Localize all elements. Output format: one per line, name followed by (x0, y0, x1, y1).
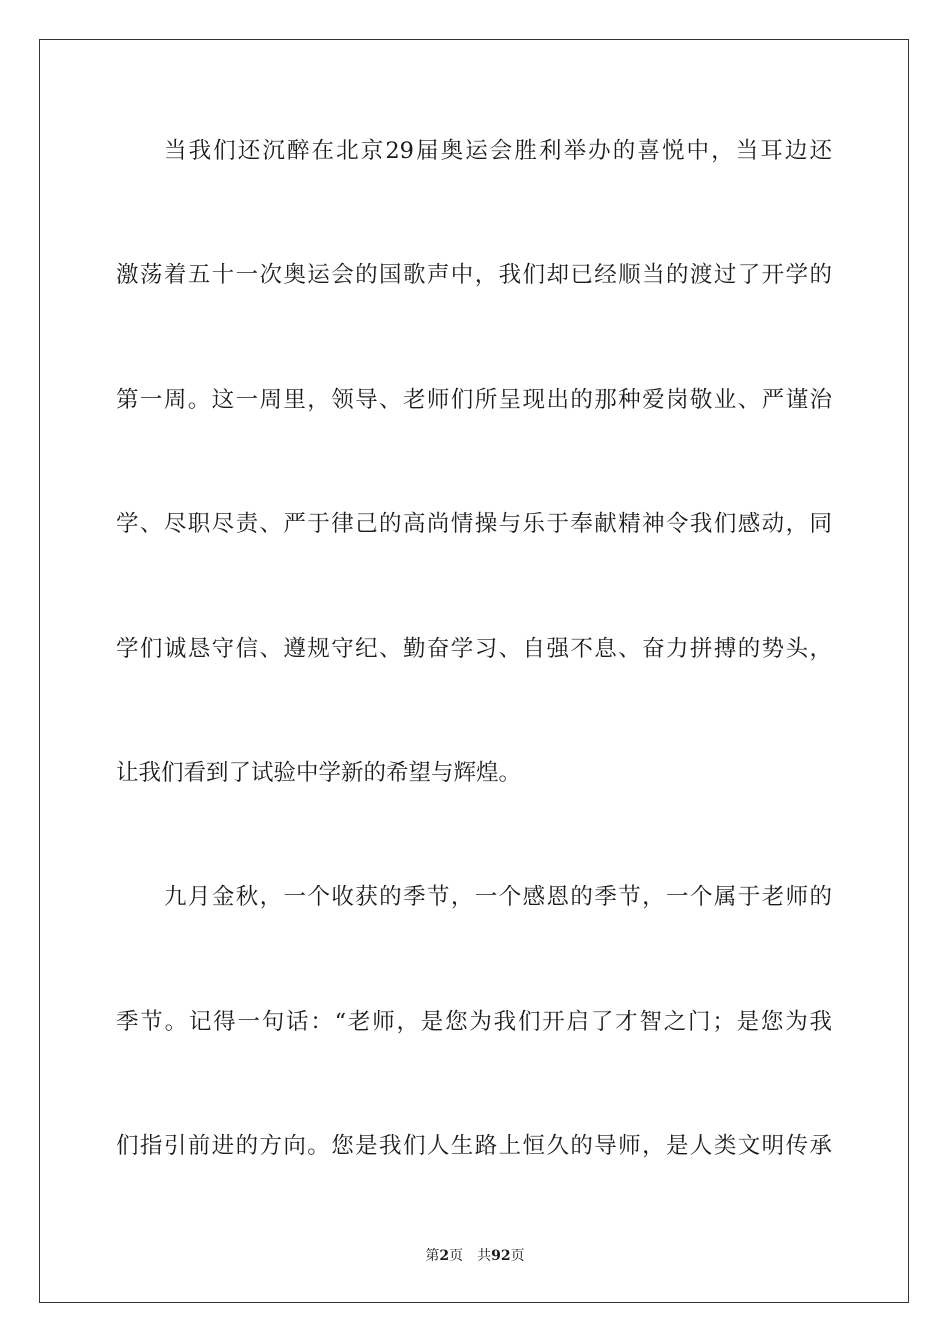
total-prefix: 共 (477, 1248, 492, 1264)
page-suffix: 页 (449, 1248, 464, 1264)
paragraph-1-line-5: 学们诚恳守信、遵规守纪、勤奋学习、自强不息、奋力拼搏的势头， (116, 636, 832, 662)
paragraph-1-line-4: 学、尽职尽责、严于律己的高尚情操与乐于奉献精神令我们感动，同 (116, 511, 832, 537)
page-border (39, 39, 909, 1303)
page-number: 2 (439, 1248, 450, 1264)
paragraph-2-line-3: 们指引前进的方向。您是我们人生路上恒久的导师，是人类文明传承 (116, 1133, 832, 1159)
paragraph-2-line-2: 季节。记得一句话：“老师，是您为我们开启了才智之门；是您为我 (116, 1009, 832, 1035)
paragraph-1-line-3: 第一周。这一周里，领导、老师们所呈现出的那种爱岗敬业、严谨治 (116, 387, 832, 413)
page-prefix: 第 (425, 1248, 440, 1264)
paragraph-1-line-1: 当我们还沉醉在北京29届奥运会胜利举办的喜悦中，当耳边还 (164, 138, 832, 164)
paragraph-2-line-1: 九月金秋，一个收获的季节，一个感恩的季节，一个属于老师的 (164, 884, 832, 910)
total-suffix: 页 (510, 1248, 525, 1264)
total-pages: 92 (491, 1248, 511, 1264)
paragraph-1-line-6: 让我们看到了试验中学新的希望与辉煌。 (116, 760, 522, 786)
paragraph-1-line-2: 激荡着五十一次奥运会的国歌声中，我们却已经顺当的渡过了开学的 (116, 262, 832, 288)
page-footer (0, 1247, 950, 1265)
